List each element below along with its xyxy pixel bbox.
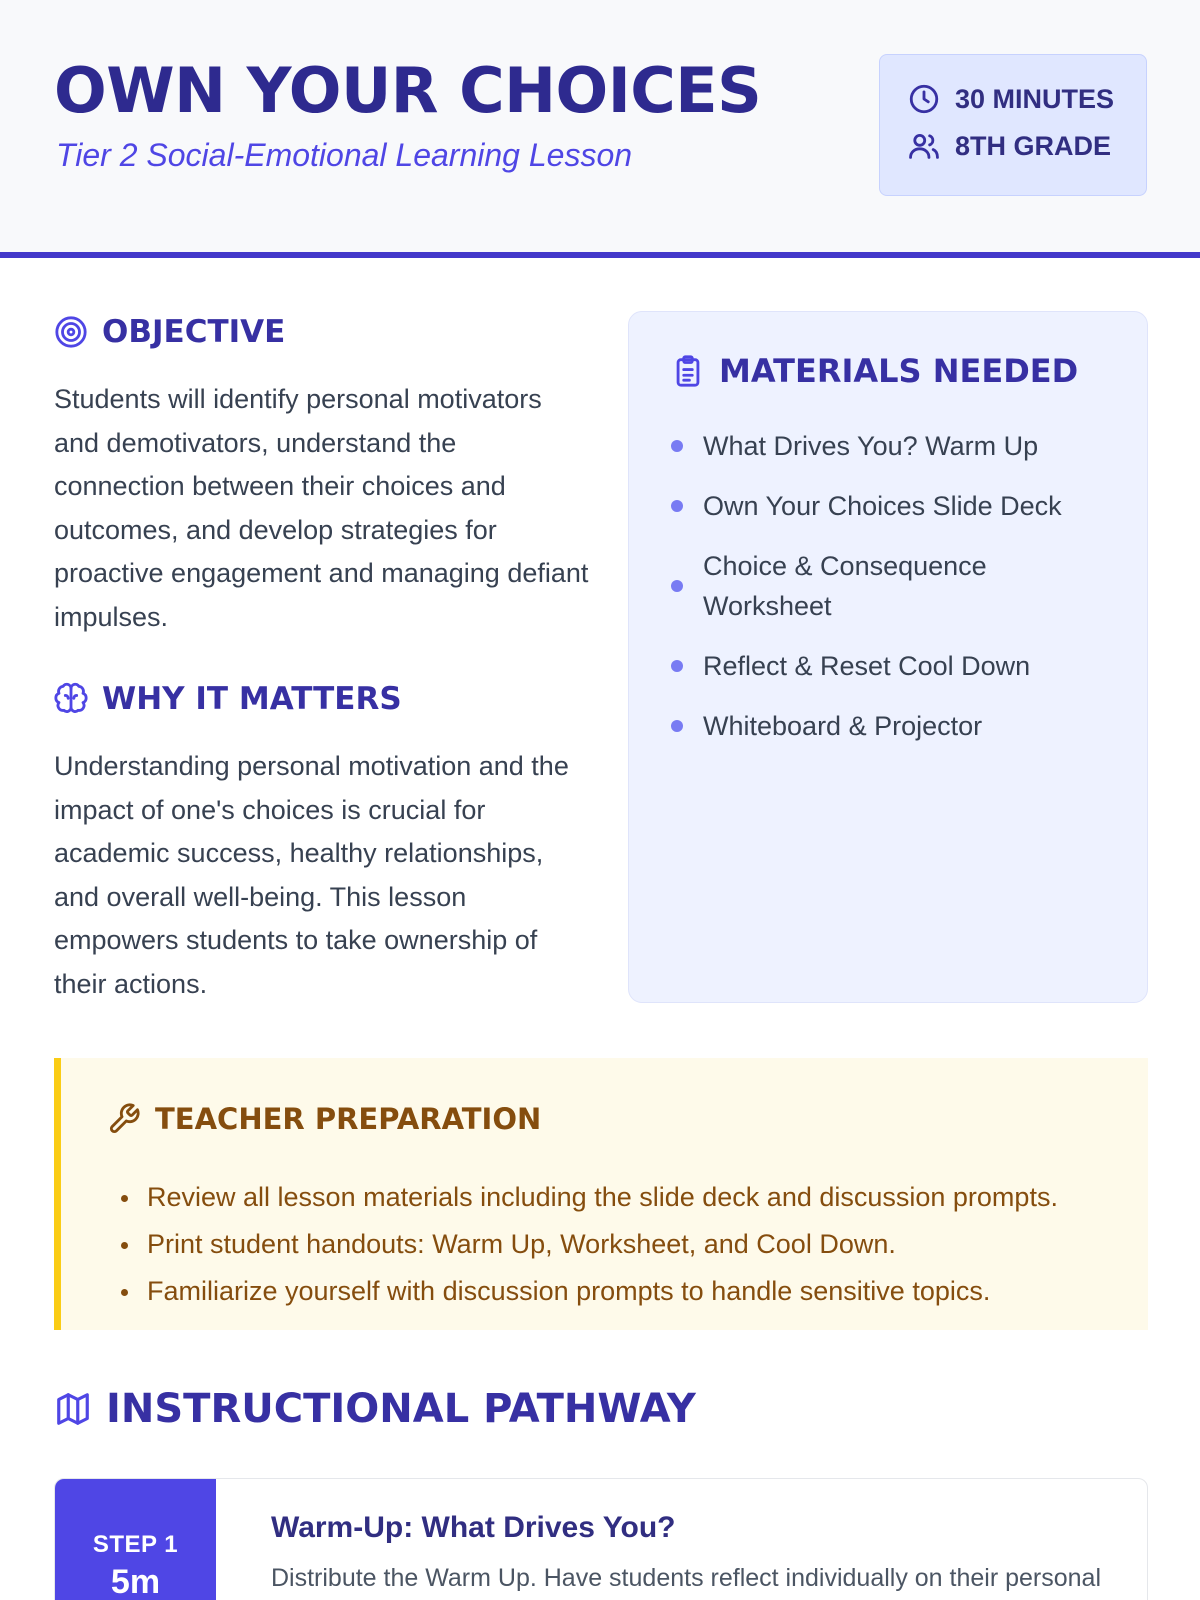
users-icon [907,129,941,163]
materials-panel [628,311,1148,1003]
clipboard-icon [671,354,705,388]
bullet-icon [671,580,683,592]
grade-row [907,129,1111,163]
objective-text: Students will identify personal motivators and demotivators, understand the connection between their choices and outcomes, and develop strategies for proactive engagement and managing defiant impulses. [54,384,589,632]
why-heading [54,681,402,717]
list-item [669,486,1109,526]
list-item [669,646,1109,686]
why-heading-text: WHY IT MATTERS [102,681,402,717]
clock-icon [907,82,941,116]
objective-heading [54,314,285,350]
bullet-icon [671,660,683,672]
step-card [54,1478,1148,1600]
list-item [669,546,1109,626]
prep-heading-text: TEACHER PREPARATION [155,1102,542,1136]
lesson-header [0,0,1200,258]
list-item: Familiarize yourself with discussion prompts to handle sensitive topics. [147,1268,1058,1315]
objective-heading-text: OBJECTIVE [102,314,286,350]
pathway-heading [54,1386,696,1432]
bullet-icon [671,500,683,512]
teacher-prep-panel [54,1058,1148,1330]
step-label: STEP 1 [92,1531,179,1558]
materials-list [669,426,1109,766]
list-item [669,706,1109,746]
materials-heading [671,352,1078,390]
material-item: What Drives You? Warm Up [703,431,1039,461]
material-item: Whiteboard & Projector [703,711,983,741]
bullet-icon [671,720,683,732]
material-item: Choice & Consequence Worksheet [703,551,987,621]
step-time: 5m [110,1563,161,1600]
bullet-icon [671,440,683,452]
step-badge [55,1479,216,1600]
duration-text: 30 MINUTES [955,83,1115,114]
material-item: Own Your Choices Slide Deck [703,491,1062,521]
page-subtitle: Tier 2 Social-Emotional Learning Lesson [56,137,633,173]
why-text: Understanding personal motivation and the impact of one's choices is crucial for academic success, healthy relationships, and overall well-being. This lesson empowers students to take ownership of their actions. [54,751,569,999]
material-item: Reflect & Reset Cool Down [703,651,1031,681]
prep-list [147,1174,1058,1315]
lesson-meta-box [879,54,1147,196]
brain-icon [54,682,88,716]
map-icon [54,1390,92,1428]
pathway-heading-text: INSTRUCTIONAL PATHWAY [106,1386,696,1432]
target-icon [54,315,88,349]
step-title: Warm-Up: What Drives You? [271,1511,676,1544]
prep-heading [107,1102,541,1136]
step-description: Distribute the Warm Up. Have students reflect individually on their personal [271,1564,1102,1592]
duration-row [907,82,1114,116]
list-item [669,426,1109,466]
page-title: OWN YOUR CHOICES [54,54,762,127]
grade-text: 8TH GRADE [955,130,1112,161]
wrench-icon [107,1102,141,1136]
list-item: Print student handouts: Warm Up, Worksheet, and Cool Down. [147,1221,1058,1268]
materials-heading-text: MATERIALS NEEDED [719,352,1079,390]
list-item: Review all lesson materials including the slide deck and discussion prompts. [147,1174,1058,1221]
